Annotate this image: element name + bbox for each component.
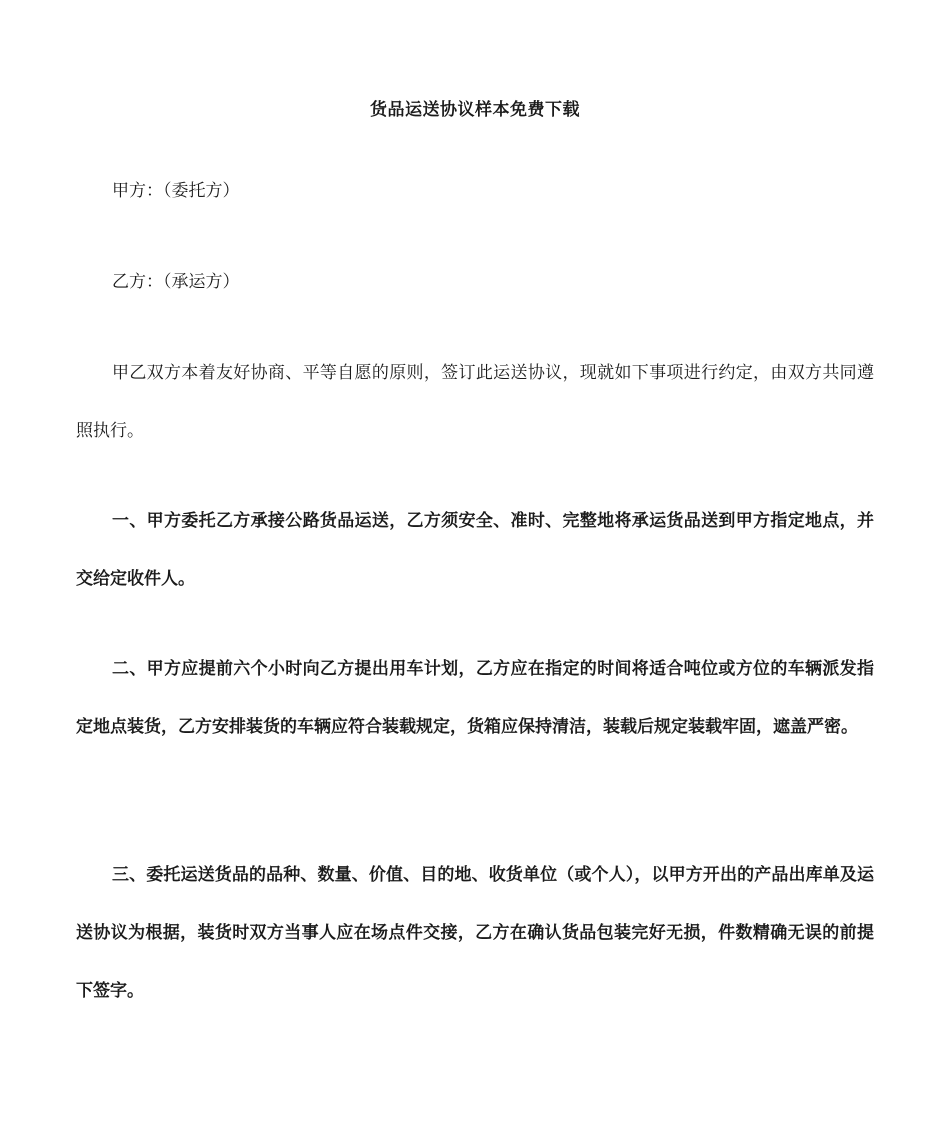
party-a-line: 甲方：（委托方） — [112, 181, 240, 201]
clause-1: 一、甲方委托乙方承接公路货品运送，乙方须安全、准时、完整地将承运货品送到甲方指定地点，并交给定收件人。 — [76, 511, 874, 589]
clause-3: 三、委托运送货品的品种、数量、价值、目的地、收货单位（或个人），以甲方开出的产品出库单及运送协议为根据，装货时双方当事人应在场点件交接，乙方在确认货品包装完好无损，件数精确无误的前提下签字。 — [76, 865, 874, 1001]
intro-paragraph: 甲乙双方本着友好协商、平等自愿的原则，签订此运送协议，现就如下事项进行约定，由双方共同遵照执行。 — [76, 363, 874, 441]
clause-2: 二、甲方应提前六个小时向乙方提出用车计划，乙方应在指定的时间将适合吨位或方位的车辆派发指定地点装货，乙方安排装货的车辆应符合装载规定，货箱应保持清洁，装载后规定装载牢固，遮盖严密。 — [76, 659, 874, 737]
document-title: 货品运送协议样本免费下载 — [370, 100, 580, 120]
party-b-line: 乙方：（承运方） — [112, 272, 240, 292]
